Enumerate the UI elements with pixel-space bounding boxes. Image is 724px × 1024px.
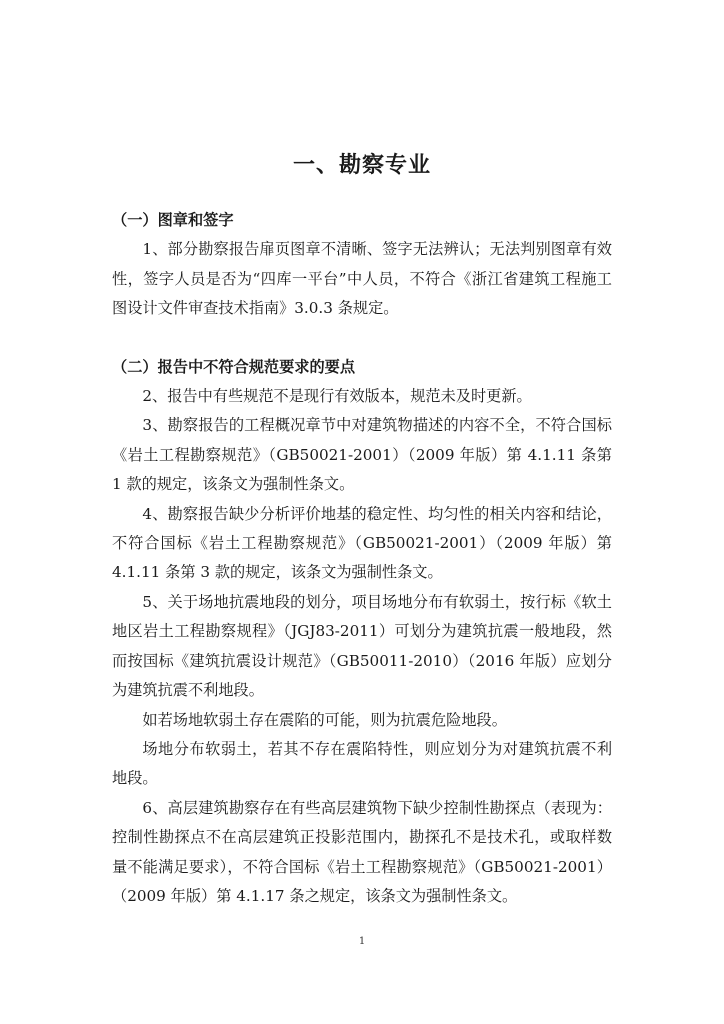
paragraph-1: 1、部分勘察报告扉页图章不清晰、签字无法辨认；无法判别图章有效性，签字人员是否为“四库一平台”中人员，不符合《浙江省建筑工程施工图设计文件审查技术指南》3.0.3 条规定。 xyxy=(112,240,612,318)
paragraph-5: 5、关于场地抗震地段的划分，项目场地分布有软弱土，按行标《软土地区岩土工程勘察规程》（JGJ83-2011）可划分为建筑抗震一般地段，然而按国标《建筑抗震设计规范》（GB50011-2010）（2016 年版）应划分为建筑抗震不利地段。 xyxy=(112,592,612,700)
paragraph-4: 4、勘察报告缺少分析评价地基的稳定性、均匀性的相关内容和结论，不符合国标《岩土工程勘察规范》（GB50021-2001）（2009 年版）第 4.1.11 条第 3 款的规定，该条文为强制性条文。 xyxy=(112,504,612,582)
paragraph-5-note-1: 如若场地软弱土存在震陷的可能，则为抗震危险地段。 xyxy=(142,710,507,729)
paragraph-5-note-2: 场地分布软弱土，若其不存在震陷特性，则应划分为对建筑抗震不利地段。 xyxy=(112,739,612,788)
section-heading-2: （二）报告中不符合规范要求的要点 xyxy=(112,357,355,376)
document-body xyxy=(112,206,612,911)
section-gap xyxy=(112,324,612,353)
paragraph-2: 2、报告中有些规范不是现行有效版本，规范未及时更新。 xyxy=(142,387,532,406)
page-title: 一、勘察专业 xyxy=(292,152,431,178)
section-heading-1: （一）图章和签字 xyxy=(112,211,234,229)
paragraph-3: 3、勘察报告的工程概况章节中对建筑物描述的内容不全，不符合国标《岩土工程勘察规范》（GB50021-2001）（2009 年版）第 4.1.11 条第 1 款的规定，该条文为强制性条文。 xyxy=(112,416,612,494)
page-number: 1 xyxy=(358,936,366,947)
paragraph-6: 6、高层建筑勘察存在有些高层建筑物下缺少控制性勘探点（表现为：控制性勘探点不在高层建筑正投影范围内，勘探孔不是技术孔，或取样数量不能满足要求），不符合国标《岩土工程勘察规范》（GB50021-2001）（2009 年版）第 4.1.17 条之规定，该条文为强制性条文。 xyxy=(112,798,612,905)
